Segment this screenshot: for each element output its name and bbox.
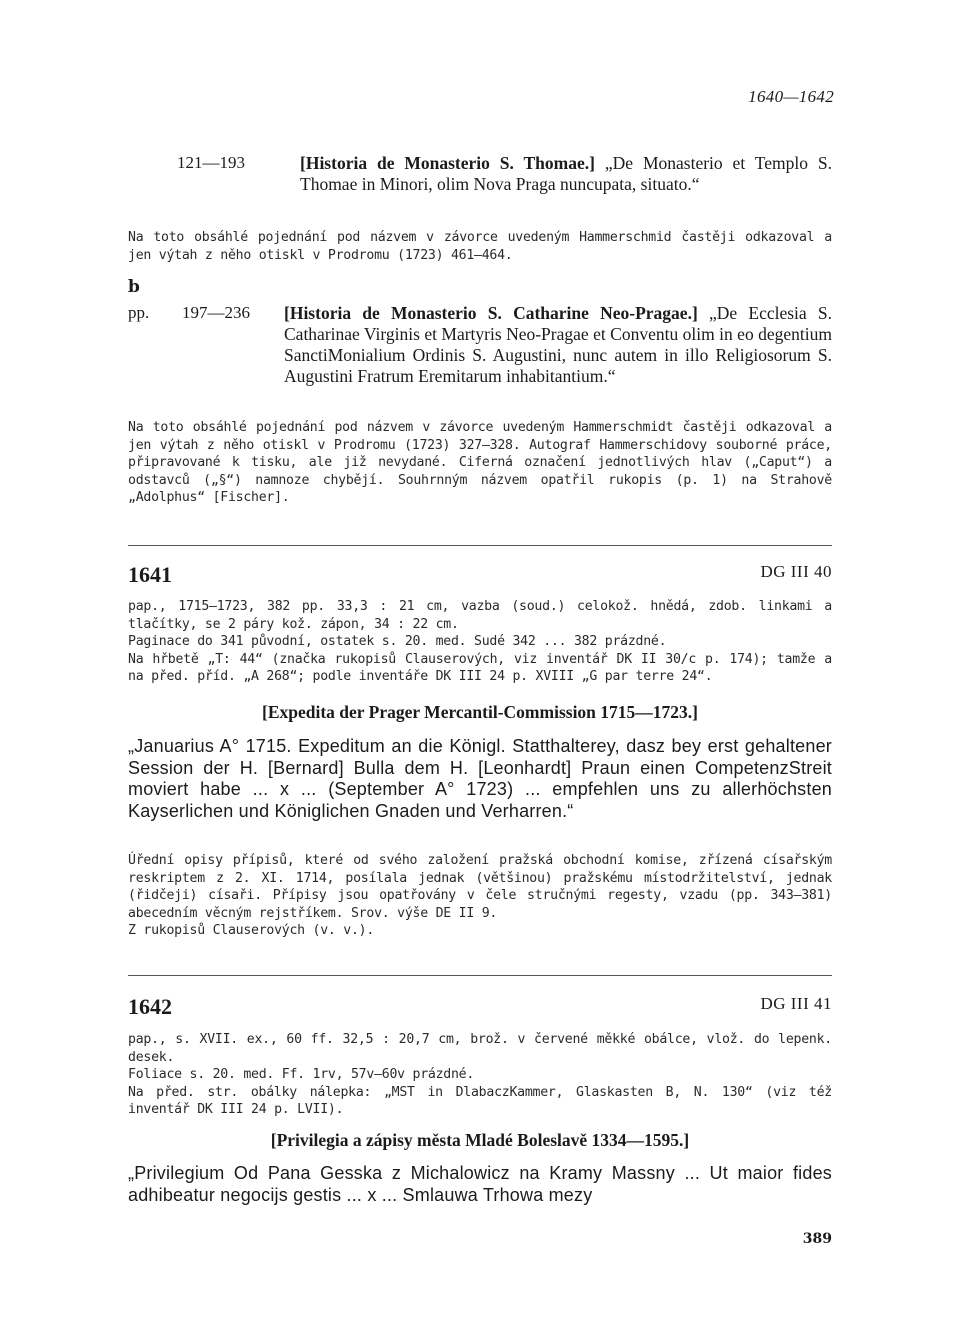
item-number-1642: 1642	[128, 994, 172, 1019]
entry2-body: „De Ecclesia S. Catharinae Virginis et Martyris Neo-Pragae et Conventu olim in eo degentium SanctiMonialium Ordinis S. Augustini, nunc autem in illo Religiosorum S. Augustini Fratrum Eremitarum inhabitantium.“	[284, 303, 832, 386]
physical-description-1641	[128, 598, 832, 686]
physical-description-1642	[128, 1031, 832, 1119]
item-number-1641: 1641	[128, 562, 172, 587]
content-note-1641	[128, 852, 832, 940]
desc-line: Paginace do 341 původní, ostatek s. 20. med. Sudé 342 ... 382 prázdné.	[128, 634, 667, 649]
entry1-text	[300, 153, 832, 195]
entry1-page-range: 121—193	[177, 153, 245, 172]
page-number: 389	[802, 1231, 832, 1247]
incipit-quote-1642: „Privilegium Od Pana Gesska z Michalowicz na Kramy Massny ... Ut maior fides adhibeatur negocijs gestis ... x ... Smlauwa Trhowa mezy	[128, 1163, 832, 1205]
shelfmark-1642: DG III 41	[760, 994, 832, 1013]
entry2-prefix: pp.	[128, 303, 150, 322]
desc-line: pap., 1715—1723, 382 pp. 33,3 : 21 cm, vazba (soud.) celokož. hnědá, zdob. linkami a tlačítky, se 2 páry kož. zápon, 34 : 22 cm.	[128, 599, 832, 632]
incipit-quote-1641: „Januarius A° 1715. Expeditum an die Königl. Statthalterey, dasz bey erst gehaltener Session der H. [Bernard] Bulla dem H. [Leonhardt] Praun einen CompetenzStreit moviert habe ... x ... (September A° 1723) ... empfehlen uns zu allerhöchsten Kayserlichen und Königlichen Gnaden und Verharren.“	[128, 736, 832, 821]
desc-line: Na před. str. obálky nálepka: „MST in DlabaczKammer, Glaskasten B, N. 130“ (viz též inventář DK III 24 p. LVII).	[128, 1084, 832, 1117]
section-divider	[128, 975, 832, 976]
desc-line: Foliace s. 20. med. Ff. 1rv, 57v—60v prázdné.	[128, 1067, 475, 1082]
desc-line: pap., s. XVII. ex., 60 ff. 32,5 : 20,7 cm, brož. v červené měkké obálce, vlož. do lepenk. desek.	[128, 1032, 832, 1065]
note-paragraph: Úřední opisy přípisů, které od svého založení pražská obchodní komise, zřízená císařským reskriptem z 2. XI. 1714, posílala jednak (většinou) pražskému místodržitelství, jednak (řidčeji) císaři. Přípisy jsou opatřovány v čele stručnými regesty, vzadu (pp. 343—381) abecedním věcným rejstříkem. Srov. výše DE II 9.	[128, 853, 832, 921]
shelfmark-1641: DG III 40	[760, 562, 832, 581]
entry1-note: Na toto obsáhlé pojednání pod názvem v závorce uvedeným Hammerschmid častěji odkazoval a jen výtah z něho otiskl v Prodromu (1723) 461—464.	[128, 230, 832, 263]
entry2-text	[284, 303, 832, 387]
section-divider	[128, 545, 832, 546]
item-title-1642: [Privilegia a zápisy města Mladé Boleslavě 1334—1595.]	[270, 1130, 690, 1150]
entry1-body: „De Monasterio et Templo S. Thomae in Minori, olim Nova Praga nuncupata, situato.“	[300, 153, 832, 194]
running-header: 1640—1642	[748, 87, 834, 106]
note-paragraph: Z rukopisů Clauserových (v. v.).	[128, 923, 375, 938]
folio-side-marker: b	[128, 277, 140, 297]
desc-line: Na hřbetě „T: 44“ (značka rukopisů Clauserových, viz inventář DK II 30/c p. 174); tamže a na před. příd. „A 268“; podle inventáře DK III 24 p. XVIII „G par terre 24“.	[128, 651, 832, 684]
item-title-1641: [Expedita der Prager Mercantil-Commission 1715—1723.]	[262, 702, 698, 722]
entry2-page-range: 197—236	[182, 303, 250, 322]
entry2-title: [Historia de Monasterio S. Catharine Neo-Pragae.]	[284, 303, 698, 323]
entry1-title: [Historia de Monasterio S. Thomae.]	[300, 153, 595, 173]
entry2-note: Na toto obsáhlé pojednání pod názvem v závorce uvedeným Hammerschmidt častěji odkazoval a jen výtah z něho otiskl v Prodromu (1723) 327—328. Autograf Hammerschidovy souborné práce, připravované k tisku, ale již nevydané. Ciferná označení jednotlivých hlav („Caput“) a odstavců („§“) namnoze chybějí. Souhrnným názvem opatřil rukopis (p. 1) na Strahově „Adolphus“ [Fischer].	[128, 420, 832, 505]
